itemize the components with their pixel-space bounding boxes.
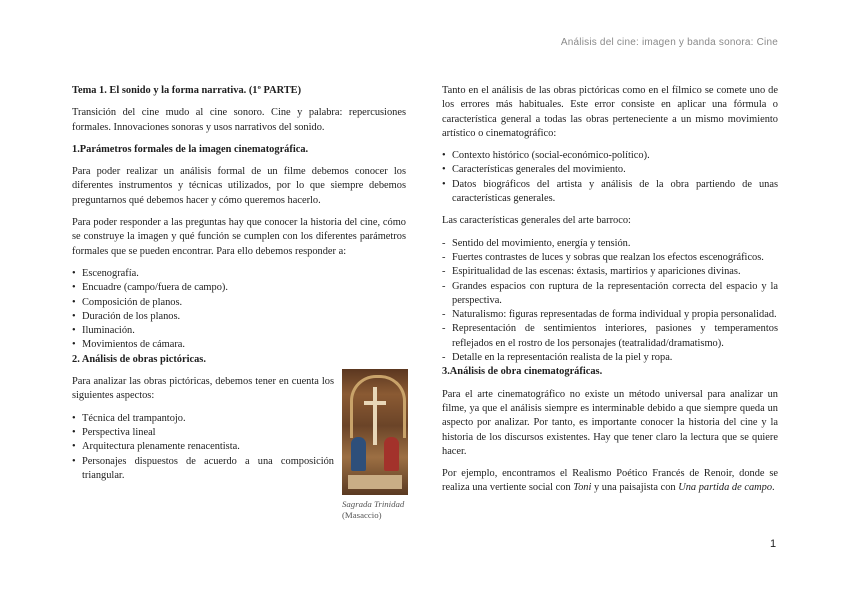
paragraph: Por ejemplo, encontramos el Realismo Poético Francés de Renoir, donde se realiza una vertiente social con Toni y una paisajista con Una partida de campo. (442, 468, 778, 494)
paragraph: Para poder realizar un análisis formal de un filme debemos conocer los diferentes instrumentos y técnicas utilizados, por lo que siempre debemos preguntarnos qué debemos hacer y cómo queremos hacerlo. (72, 166, 406, 206)
common-errors-list (442, 149, 778, 206)
painting-caption (342, 499, 408, 521)
list-item: - Naturalismo: figuras representadas de forma individual y propia personalidad. (442, 308, 778, 322)
list-item: - Espiritualidad de las escenas: éxtasis, martirios y apariciones divinas. (442, 265, 778, 279)
running-header: Análisis del cine: imagen y banda sonora: Cine (560, 37, 778, 48)
list-item: • Iluminación. (72, 324, 406, 338)
list-item: • Movimientos de cámara. (72, 338, 406, 352)
list-item: - Fuertes contrastes de luces y sobras que realzan los efectos escenográficos. (442, 251, 778, 265)
list-item: • Escenografía. (72, 267, 406, 281)
list-item: • Composición de planos. (72, 296, 406, 310)
document-title: Tema 1. El sonido y la forma narrativa. (1º PARTE) (72, 85, 302, 96)
caption-author: (Masaccio) (342, 510, 382, 521)
list-item: • Datos biográficos del artista y análisis de la obra partiendo de unas características generales. (442, 178, 778, 207)
painting-image (342, 369, 408, 495)
list-item: • Duración de los planos. (72, 310, 406, 324)
caption-title: Sagrada Trinidad (342, 499, 405, 510)
list-item: • Características generales del movimiento. (442, 163, 778, 177)
paragraph: Para poder responder a las preguntas hay que conocer la historia del cine, cómo se construye la imagen y qué función se cumplen con los diferentes parámetros formales que se pueden encontrar. Para ello debemos responder a: (72, 217, 406, 257)
section-3-heading: 3.Análisis de obra cinematográficas. (442, 366, 603, 378)
pictorial-text (72, 375, 334, 483)
list-item: - Sentido del movimiento, energía y tensión. (442, 237, 778, 251)
list-item: • Contexto histórico (social-económico-político). (442, 149, 778, 163)
list-item: • Técnica del trampantojo. (72, 412, 334, 426)
paragraph: Para analizar las obras pictóricas, debemos tener en cuenta los siguientes aspectos: (72, 376, 334, 402)
left-column (72, 84, 406, 521)
film-title: Toni (573, 482, 592, 494)
list-item: • Encuadre (campo/fuera de campo). (72, 281, 406, 295)
list-item: • Personajes dispuestos de acuerdo a una composición triangular. (72, 455, 334, 484)
film-title: Una partida de campo (678, 482, 773, 494)
list-item: - Representación de sentimientos interiores, pasiones y temperamentos reflejados en el rostro de los personajes (teatralidad/dramatismo). (442, 322, 778, 351)
list-item: • Perspectiva lineal (72, 426, 334, 440)
page-number: 1 (770, 538, 777, 550)
painting-figure (342, 369, 408, 521)
paragraph: Las características generales del arte barroco: (442, 215, 631, 227)
paragraph: Tanto en el análisis de las obras pictóricas como en el fílmico se comete uno de los errores más habituales. Este error consiste en aplicar una fórmula o característica general a todas las obras perteneciente a un mismo movimiento artístico o cinematográfico: (442, 85, 778, 139)
pictorial-aspects-list (72, 412, 334, 483)
parameters-list (72, 267, 406, 353)
baroque-list (442, 237, 778, 366)
paragraph: Para el arte cinematográfico no existe un método universal para analizar un filme, ya que el análisis siempre es interminable debido a que siempre queda un aspecto por analizar. Por tanto, es importante conocer la historia del cine y la historia de los discursos existentes. Hay que tener claro la lectura que se quiere hacer. (442, 388, 778, 457)
pictorial-block (72, 375, 406, 521)
list-item: - Grandes espacios con ruptura de la representación correcta del espacio y la perspectiva. (442, 280, 778, 309)
list-item: • Arquitectura plenamente renacentista. (72, 440, 334, 454)
right-column (442, 84, 778, 504)
section-1-heading: 1.Parámetros formales de la imagen cinematográfica. (72, 143, 309, 155)
list-item: - Detalle en la representación realista de la piel y ropa. (442, 351, 778, 365)
intro-paragraph: Transición del cine mudo al cine sonoro. Cine y palabra: repercusiones formales. Innovaciones sonoras y usos narrativos del sonido. (72, 107, 406, 133)
section-2-heading: 2. Análisis de obras pictóricas. (72, 353, 206, 365)
